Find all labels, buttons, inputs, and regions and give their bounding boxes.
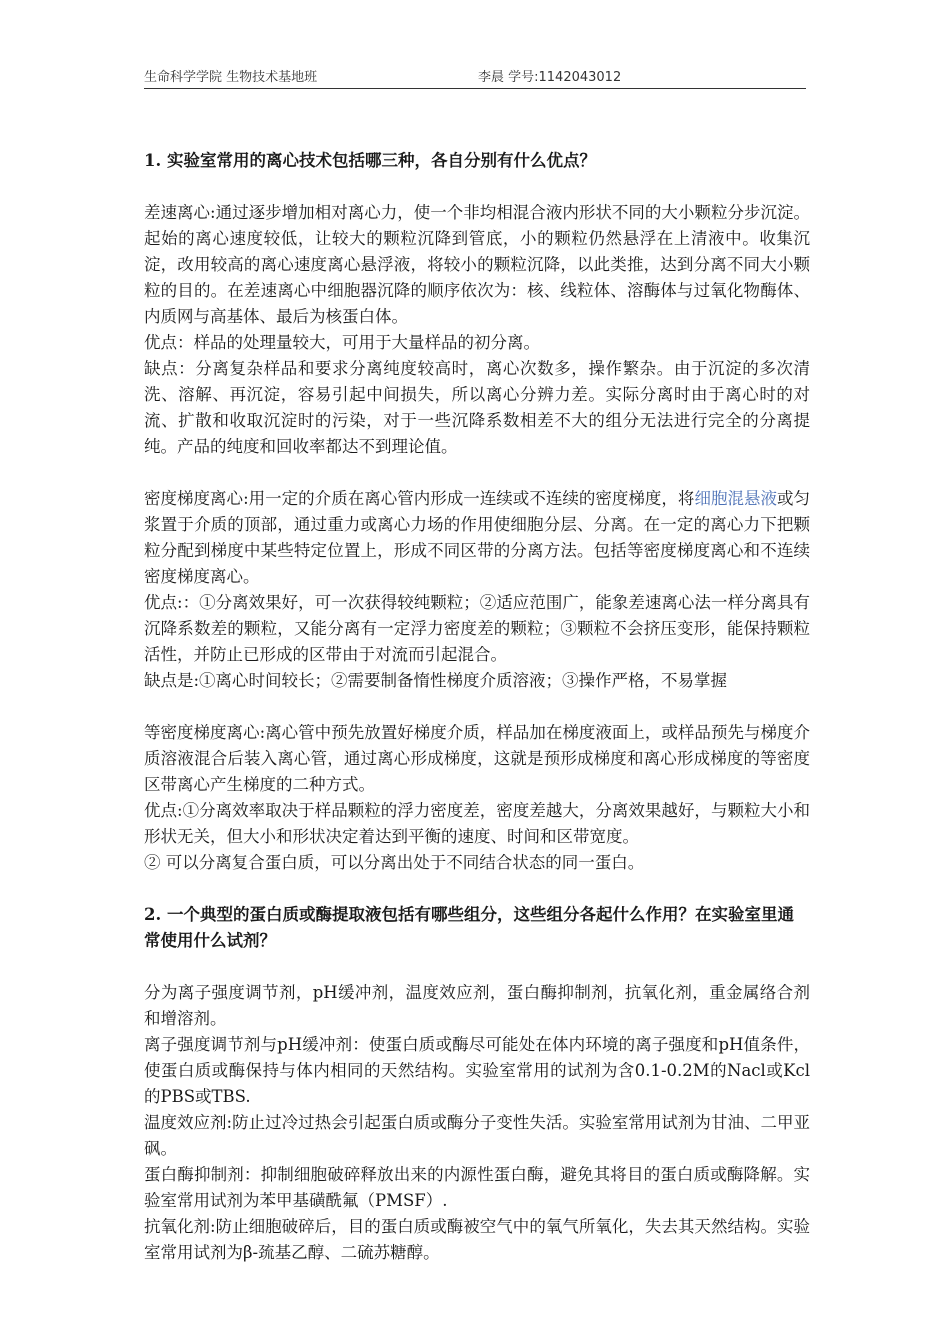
extract-components-intro: 分为离子强度调节剂，pH缓冲剂，温度效应剂，蛋白酶抑制剂，抗氧化剂，重金属络合剂和增溶剂。	[144, 983, 810, 1028]
page-header	[144, 66, 806, 89]
differential-centrifugation-cons: 缺点：分离复杂样品和要求分离纯度较高时，离心次数多，操作繁杂。由于沉淀的多次清洗、溶解、再沉淀，容易引起中间损失，所以离心分辨力差。实际分离时由于离心时的对流、扩散和收取沉淀时的污染，对于一些沉降系数相差不大的组分无法进行完全的分离提纯。产品的纯度和回收率都达不到理论值。	[144, 359, 810, 456]
protease-inhibitor: 蛋白酶抑制剂：抑制细胞破碎释放出来的内源性蛋白酶，避免其将目的蛋白质或酶降解。实验室常用试剂为苯甲基磺酰氟（PMSF）.	[144, 1165, 810, 1210]
isopycnic-pros-2: ② 可以分离复合蛋白质，可以分离出处于不同结合状态的同一蛋白。	[144, 853, 645, 872]
density-gradient-cons: 缺点是:①离心时间较长；②需要制备惰性梯度介质溶液；③操作严格，不易掌握	[144, 671, 728, 690]
density-gradient-desc: 密度梯度离心:用一定的介质在离心管内形成一连续或不连续的密度梯度，将细胞混悬液或匀浆置于介质的顶部，通过重力或离心力场的作用使细胞分层、分离。在一定的离心力下把颗粒分配到梯度中某些特定位置上，形成不同区带的分离方法。包括等密度梯度离心和不连续密度梯度离心。	[144, 489, 811, 586]
header-author-id: 李晨 学号:1142043012	[478, 70, 622, 85]
question-2-title: 2. 一个典型的蛋白质或酶提取液包括有哪些组分，这些组分各起什么作用？在实验室里通常使用什么试剂？	[144, 905, 794, 950]
differential-centrifugation-pros: 优点：样品的处理量较大，可用于大量样品的初分离。	[144, 333, 540, 352]
isopycnic-pros-1: 优点:①分离效率取决于样品颗粒的浮力密度差，密度差越大，分离效果越好，与颗粒大小和形状无关，但大小和形状决定着达到平衡的速度、时间和区带宽度。	[144, 801, 810, 846]
temperature-agent: 温度效应剂:防止过冷过热会引起蛋白质或酶分子变性失活。实验室常用试剂为甘油、二甲亚砜。	[144, 1113, 810, 1158]
differential-centrifugation-desc: 差速离心:通过逐步增加相对离心力，使一个非均相混合液内形状不同的大小颗粒分步沉淀。起始的离心速度较低，让较大的颗粒沉降到管底，小的颗粒仍然悬浮在上清液中。收集沉淀，改用较高的离心速度离心悬浮液，将较小的颗粒沉降，以此类推，达到分离不同大小颗粒的目的。在差速离心中细胞器沉降的顺序依次为：核、线粒体、溶酶体与过氧化物酶体、内质网与高基体、最后为核蛋白体。	[144, 203, 810, 326]
isopycnic-desc: 等密度梯度离心:离心管中预先放置好梯度介质，样品加在梯度液面上，或样品预先与梯度介质溶液混合后装入离心管，通过离心形成梯度，这就是预形成梯度和离心形成梯度的等密度区带离心产生梯度的二种方式。	[144, 723, 810, 794]
ionic-strength-ph-buffer: 离子强度调节剂与pH缓冲剂：使蛋白质或酶尽可能处在体内环境的离子强度和pH值条件，使蛋白质或酶保持与体内相同的天然结构。实验室常用的试剂为含0.1-0.2M的Nacl或Kcl的PBS或TBS.	[144, 1035, 810, 1106]
density-gradient-pros: 优点:：①分离效果好，可一次获得较纯颗粒；②适应范围广，能象差速离心法一样分离具有沉降系数差的颗粒，又能分离有一定浮力密度差的颗粒；③颗粒不会挤压变形，能保持颗粒活性，并防止已形成的区带由于对流而引起混合。	[144, 593, 810, 664]
antioxidant: 抗氧化剂:防止细胞破碎后，目的蛋白质或酶被空气中的氧气所氧化，失去其天然结构。实验室常用试剂为β-巯基乙醇、二硫苏糖醇。	[144, 1217, 810, 1262]
document-body	[144, 148, 810, 1266]
question-1-title: 1. 实验室常用的离心技术包括哪三种，各自分别有什么优点？	[144, 151, 596, 170]
cell-suspension-link[interactable]: 细胞混悬液	[694, 489, 777, 508]
header-institution: 生命科学学院 生物技术基地班	[144, 70, 318, 85]
